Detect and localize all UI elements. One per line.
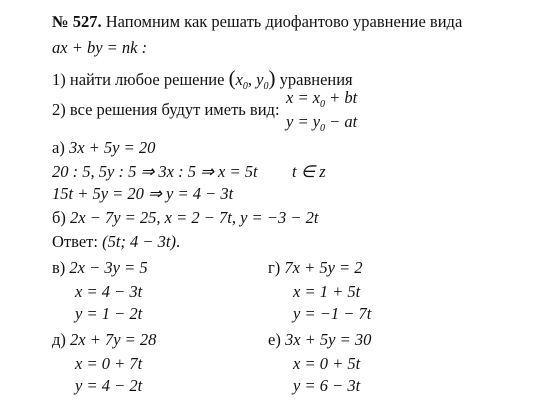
step-1-label: 1) найти любое решение (52, 70, 225, 89)
part-b: б) 2x − 7y = 25, x = 2 − 7t, y = −3 − 2t (52, 208, 319, 227)
problem-number: № 527. (52, 12, 102, 31)
equation-form: ax + by = nk : (52, 38, 148, 57)
general-y: $y = y_0$ − at (286, 112, 358, 134)
step-1-after: уравнения (279, 70, 353, 89)
problem-heading (52, 14, 462, 31)
part-a-line2: 15t + 5y = 20 ⇒ y = 4 − 3t (52, 184, 234, 203)
part-a: а) 3x + 5y = 20 (52, 138, 156, 157)
part-a-condition: t ∈ z (292, 162, 326, 181)
part-d: д) 2x + 7y = 28 (52, 330, 157, 349)
step-2-label: 2) все решения будут иметь вид: (52, 100, 280, 119)
part-e-x: x = 0 + 5t (293, 354, 361, 373)
part-e-y: y = 6 − 3t (293, 376, 361, 395)
part-v-y: y = 1 − 2t (75, 304, 143, 323)
part-d-y: y = 4 − 2t (75, 376, 143, 395)
problem-intro: Напомним как решать диофантово уравнение вида (105, 12, 463, 31)
part-a-line1: 20 : 5, 5y : 5 ⇒ 3x : 5 ⇒ x = 5t (52, 162, 258, 181)
part-v-x: x = 4 − 3t (75, 282, 143, 301)
part-g-y: y = −1 − 7t (293, 304, 372, 323)
part-g-x: x = 1 + 5t (293, 282, 361, 301)
part-g: г) 7x + 5y = 2 (268, 258, 363, 277)
part-v: в) 2x − 3y = 5 (52, 258, 148, 277)
part-d-x: x = 0 + 7t (75, 354, 143, 373)
general-x: $x = x_0$ + bt (286, 88, 358, 110)
step-1: 1) найти любое решение ($x_0$, $y_0$) уравнения (52, 66, 353, 92)
part-e: е) 3x + 5y = 30 (268, 330, 372, 349)
answer: Ответ: (5t; 4 − 3t). (52, 232, 181, 251)
